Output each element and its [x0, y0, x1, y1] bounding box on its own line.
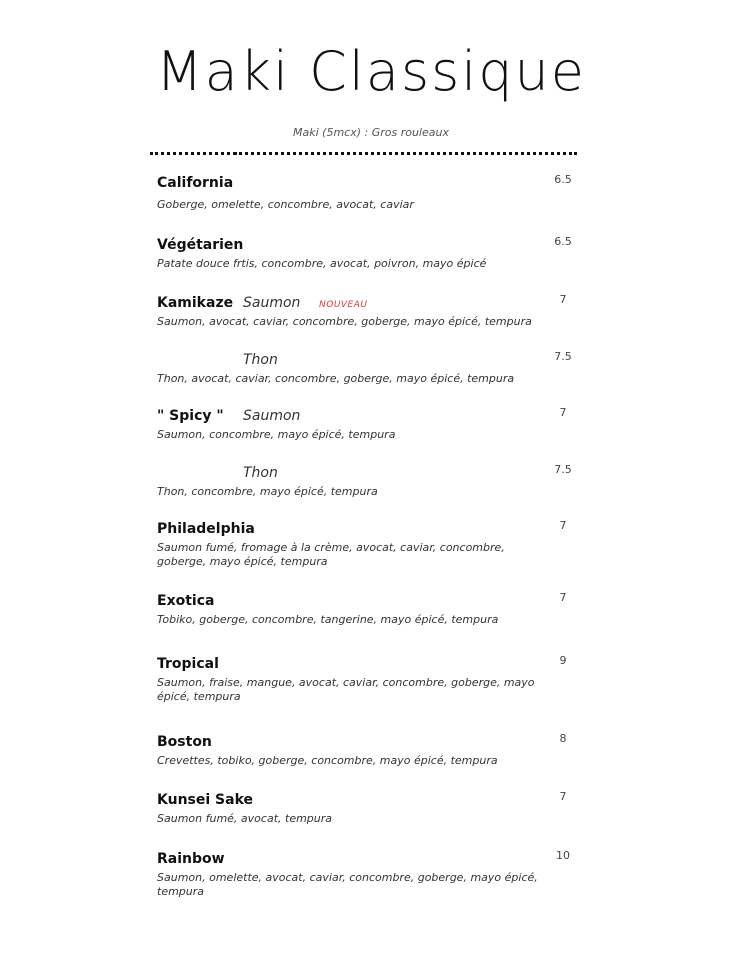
- menu-item: [157, 293, 577, 329]
- item-variant: Saumon: [243, 408, 301, 424]
- item-variant: Saumon: [243, 295, 301, 311]
- dotted-divider: [150, 152, 577, 158]
- menu-item: [157, 849, 577, 899]
- item-price: 9: [559, 654, 567, 667]
- item-price: 7: [559, 790, 567, 803]
- item-name: Kamikaze: [157, 295, 234, 311]
- item-description: Saumon, omelette, avocat, caviar, concombre, goberge, mayo épicé, tempura: [157, 871, 538, 898]
- item-name: Végétarien: [157, 237, 244, 253]
- item-name: Exotica: [157, 593, 215, 609]
- item-price: 6.5: [554, 173, 572, 186]
- new-badge: NOUVEAU: [319, 300, 368, 310]
- item-name: Boston: [157, 734, 212, 750]
- item-price: 7.5: [554, 350, 572, 363]
- menu-item: [157, 519, 577, 569]
- item-description: Thon, concombre, mayo épicé, tempura: [157, 485, 378, 498]
- item-description: Thon, avocat, caviar, concombre, goberge, mayo épicé, tempura: [157, 372, 515, 385]
- item-description: Saumon fumé, avocat, tempura: [157, 812, 333, 825]
- item-price: 7.5: [554, 463, 572, 476]
- page-title: Maki Classique: [156, 40, 586, 103]
- menu-item: [157, 173, 577, 212]
- item-price: 10: [556, 849, 570, 862]
- divider-mark: [545, 152, 548, 155]
- menu-item: [157, 406, 577, 442]
- item-name: Kunsei Sake: [157, 792, 253, 808]
- item-description: Saumon, concombre, mayo épicé, tempura: [157, 428, 396, 441]
- item-variant: Thon: [243, 465, 278, 481]
- item-name: Tropical: [157, 656, 219, 672]
- menu-item: [157, 790, 577, 826]
- item-description: Tobiko, goberge, concombre, tangerine, mayo épicé, tempura: [157, 613, 499, 626]
- menu-item: [157, 235, 577, 271]
- item-name: " Spicy ": [157, 408, 224, 424]
- divider-mark: [234, 152, 237, 155]
- item-description: Patate douce frtis, concombre, avocat, poivron, mayo épicé: [157, 257, 487, 270]
- item-price: 7: [559, 519, 567, 532]
- item-name: Philadelphia: [157, 521, 255, 537]
- item-price: 7: [559, 293, 567, 306]
- page-subtitle: Maki (5mcx) : Gros rouleaux: [293, 126, 449, 139]
- item-price: 7: [559, 406, 567, 419]
- menu-item: [157, 350, 577, 386]
- item-variant: Thon: [243, 352, 278, 368]
- menu-item: [157, 463, 577, 499]
- item-description: Goberge, omelette, concombre, avocat, caviar: [157, 198, 414, 211]
- item-description: Saumon fumé, fromage à la crème, avocat, caviar, concombre, goberge, mayo épicé, tempura: [157, 541, 505, 568]
- item-name: California: [157, 175, 234, 191]
- menu-item: [157, 732, 577, 768]
- item-price: 6.5: [554, 235, 572, 248]
- item-description: Saumon, fraise, mangue, avocat, caviar, concombre, goberge, mayo épicé, tempura: [157, 676, 535, 703]
- item-description: Crevettes, tobiko, goberge, concombre, mayo épicé, tempura: [157, 754, 498, 767]
- item-description: Saumon, avocat, caviar, concombre, goberge, mayo épicé, tempura: [157, 315, 532, 328]
- item-price: 7: [559, 591, 567, 604]
- menu-item: [157, 591, 577, 627]
- menu-item: [157, 654, 577, 704]
- item-price: 8: [559, 732, 567, 745]
- item-name: Rainbow: [157, 851, 225, 867]
